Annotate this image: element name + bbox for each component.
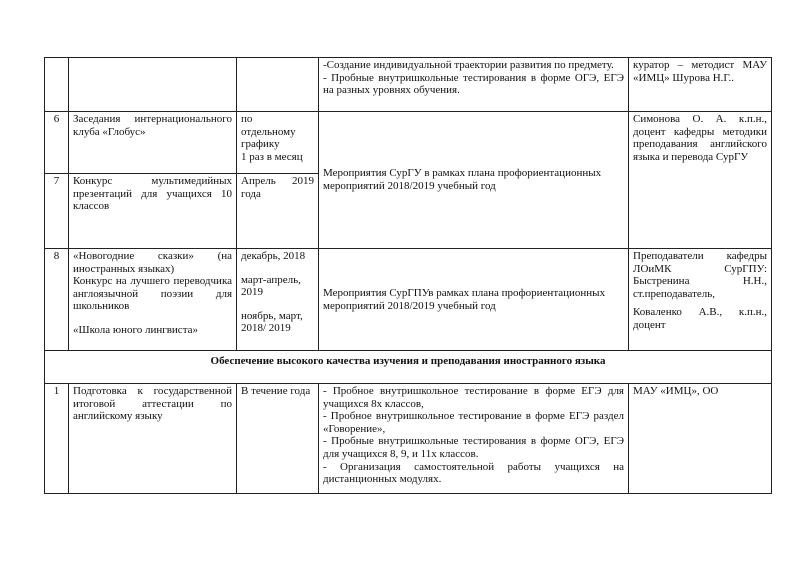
row-number: 8 xyxy=(45,249,69,351)
description-cell xyxy=(319,58,629,112)
table-row xyxy=(45,112,772,174)
responsible-cell: Симонова О. А. к.п.н., доцент кафедры методики преподавания английского языка и перевода СурГУ xyxy=(629,112,772,249)
event-cell: Конкурс мультимедийных презентаций для учащихся 10 классов xyxy=(69,174,237,249)
date-cell xyxy=(237,249,319,351)
description-line: - Пробное внутришкольное тестирование в форме ЕГЭ раздел «Говорение», xyxy=(323,410,624,435)
responsible-line: Коваленко А.В., к.п.н., доцент xyxy=(633,306,767,331)
responsible-cell xyxy=(629,249,772,351)
description-line: - Пробные внутришкольные тестирования в форме ОГЭ, ЕГЭ для учащихся 8, 9, и 11х классов. xyxy=(323,435,624,460)
date-cell xyxy=(237,112,319,174)
description-cell xyxy=(319,384,629,494)
row-number: 1 xyxy=(45,384,69,494)
description-line: - Пробные внутришкольные тестирования в форме ОГЭ, ЕГЭ на разных уровнях обучения. xyxy=(323,71,624,97)
date-line: декабрь, 2018 xyxy=(241,250,306,262)
date-line: отдельному xyxy=(241,125,296,138)
description-cell: Мероприятия СурГПУв рамках плана профориентационных мероприятий 2018/2019 учебный год xyxy=(319,249,629,351)
section-title: Обеспечение высокого качества изучения и преподавания иностранного языка xyxy=(45,351,772,384)
date-line: ноябрь, март, 2018/ 2019 xyxy=(241,309,303,335)
table-row xyxy=(45,249,772,351)
description-line: - Пробное внутришкольное тестирование в форме ЕГЭ для учащихся 8х классов, xyxy=(323,385,624,410)
plan-table xyxy=(44,57,772,494)
date-line: март-апрель, 2019 xyxy=(241,273,301,299)
responsible-cell: куратор – методист МАУ «ИМЦ» Шурова Н.Г.. xyxy=(629,58,772,112)
table-row xyxy=(45,384,772,494)
date-cell: В течение года xyxy=(237,384,319,494)
event-line: «Новогодние сказки» (на иностранных языках) xyxy=(73,250,232,275)
row-number: 6 xyxy=(45,112,69,174)
responsible-line: Преподаватели кафедры ЛОиМК СурГПУ: Быстренина Н.Н., ст.преподаватель, xyxy=(633,250,767,300)
date-line: 1 раз в месяц xyxy=(241,150,303,163)
date-line: по xyxy=(241,113,253,125)
date-cell: Апрель 2019 года xyxy=(237,174,319,249)
row-number: 7 xyxy=(45,174,69,249)
event-line: «Школа юного лингвиста» xyxy=(73,323,199,336)
responsible-cell: МАУ «ИМЦ», ОО xyxy=(629,384,772,494)
section-header-row xyxy=(45,351,772,384)
row-number xyxy=(45,58,69,112)
date-cell xyxy=(237,58,319,112)
event-cell xyxy=(69,249,237,351)
description-cell: Мероприятия СурГУ в рамках плана профориентационных мероприятий 2018/2019 учебный год xyxy=(319,112,629,249)
date-line: графику xyxy=(241,138,280,151)
event-cell xyxy=(69,58,237,112)
description-line: - Организация самостоятельной работы учащихся на дистанционных модулях. xyxy=(323,460,624,486)
event-cell: Подготовка к государственной итоговой аттестации по английскому языку xyxy=(69,384,237,494)
event-cell: Заседания интернационального клуба «Глобус» xyxy=(69,112,237,174)
description-line: -Создание индивидуальной траектории развития по предмету. xyxy=(323,59,614,71)
event-line: Конкурс на лучшего переводчика англоязычной поэзии для школьников xyxy=(73,275,232,313)
table-row xyxy=(45,58,772,112)
